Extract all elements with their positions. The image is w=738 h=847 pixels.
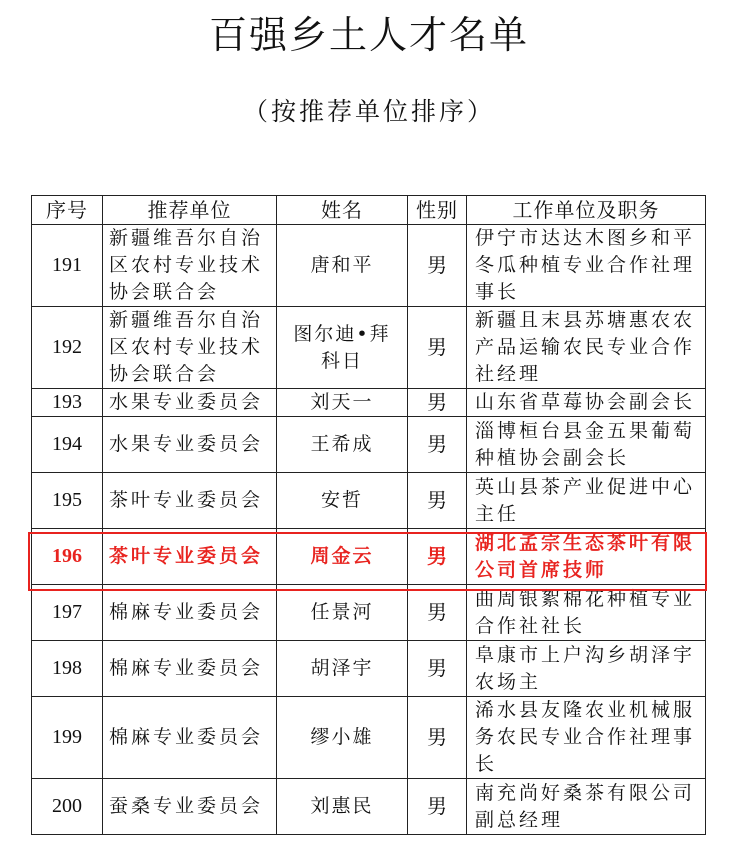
work-unit-position: 南充尚好桑茶有限公司副总经理 xyxy=(467,779,706,835)
recommending-unit: 棉麻专业委员会 xyxy=(103,697,277,779)
gender: 男 xyxy=(408,529,467,585)
talent-table xyxy=(31,195,706,835)
row-number: 196 xyxy=(32,529,103,585)
table-row-highlighted xyxy=(32,529,706,585)
work-unit-position: 伊宁市达达木图乡和平冬瓜种植专业合作社理事长 xyxy=(467,225,706,307)
table-row xyxy=(32,697,706,779)
recommending-unit: 茶叶专业委员会 xyxy=(103,473,277,529)
page-title: 百强乡土人才名单 xyxy=(208,13,529,57)
table-row xyxy=(32,779,706,835)
row-number: 193 xyxy=(32,389,103,417)
row-number: 200 xyxy=(32,779,103,835)
work-unit-position: 曲周银絮棉花种植专业合作社社长 xyxy=(467,585,706,641)
row-number: 197 xyxy=(32,585,103,641)
table-row xyxy=(32,473,706,529)
gender: 男 xyxy=(408,307,467,389)
table-row xyxy=(32,307,706,389)
recommending-unit: 棉麻专业委员会 xyxy=(103,585,277,641)
gender: 男 xyxy=(408,225,467,307)
row-number: 191 xyxy=(32,225,103,307)
recommending-unit: 新疆维吾尔自治区农村专业技术协会联合会 xyxy=(103,307,277,389)
person-name: 安哲 xyxy=(277,473,408,529)
gender: 男 xyxy=(408,473,467,529)
person-name: 缪小雄 xyxy=(277,697,408,779)
page-subtitle: （按推荐单位排序） xyxy=(242,97,495,126)
work-unit-position: 湖北孟宗生态茶叶有限公司首席技师 xyxy=(467,529,706,585)
row-number: 199 xyxy=(32,697,103,779)
column-header-name: 姓名 xyxy=(277,196,408,225)
row-number: 192 xyxy=(32,307,103,389)
table-row xyxy=(32,417,706,473)
work-unit-position: 浠水县友隆农业机械服务农民专业合作社理事长 xyxy=(467,697,706,779)
table-row xyxy=(32,585,706,641)
person-name: 刘惠民 xyxy=(277,779,408,835)
gender: 男 xyxy=(408,697,467,779)
person-name: 周金云 xyxy=(277,529,408,585)
gender: 男 xyxy=(408,389,467,417)
column-header-unit: 推荐单位 xyxy=(103,196,277,225)
row-number: 195 xyxy=(32,473,103,529)
work-unit-position: 英山县茶产业促进中心主任 xyxy=(467,473,706,529)
row-number: 198 xyxy=(32,641,103,697)
column-header-work: 工作单位及职务 xyxy=(467,196,706,225)
table-header-row xyxy=(32,196,706,225)
person-name: 任景河 xyxy=(277,585,408,641)
column-header-no: 序号 xyxy=(32,196,103,225)
gender: 男 xyxy=(408,585,467,641)
work-unit-position: 阜康市上户沟乡胡泽宇农场主 xyxy=(467,641,706,697)
work-unit-position: 淄博桓台县金五果葡萄种植协会副会长 xyxy=(467,417,706,473)
person-name: 胡泽宇 xyxy=(277,641,408,697)
person-name: 刘天一 xyxy=(277,389,408,417)
work-unit-position: 新疆且末县苏塘惠农农产品运输农民专业合作社经理 xyxy=(467,307,706,389)
gender: 男 xyxy=(408,779,467,835)
recommending-unit: 水果专业委员会 xyxy=(103,389,277,417)
table-row xyxy=(32,389,706,417)
person-name: 唐和平 xyxy=(277,225,408,307)
recommending-unit: 新疆维吾尔自治区农村专业技术协会联合会 xyxy=(103,225,277,307)
row-number: 194 xyxy=(32,417,103,473)
work-unit-position: 山东省草莓协会副会长 xyxy=(467,389,706,417)
recommending-unit: 蚕桑专业委员会 xyxy=(103,779,277,835)
gender: 男 xyxy=(408,641,467,697)
gender: 男 xyxy=(408,417,467,473)
table-row xyxy=(32,225,706,307)
person-name: 图尔迪•拜科日 xyxy=(277,307,408,389)
recommending-unit: 茶叶专业委员会 xyxy=(103,529,277,585)
column-header-gender: 性别 xyxy=(408,196,467,225)
recommending-unit: 水果专业委员会 xyxy=(103,417,277,473)
table-row xyxy=(32,641,706,697)
recommending-unit: 棉麻专业委员会 xyxy=(103,641,277,697)
person-name: 王希成 xyxy=(277,417,408,473)
